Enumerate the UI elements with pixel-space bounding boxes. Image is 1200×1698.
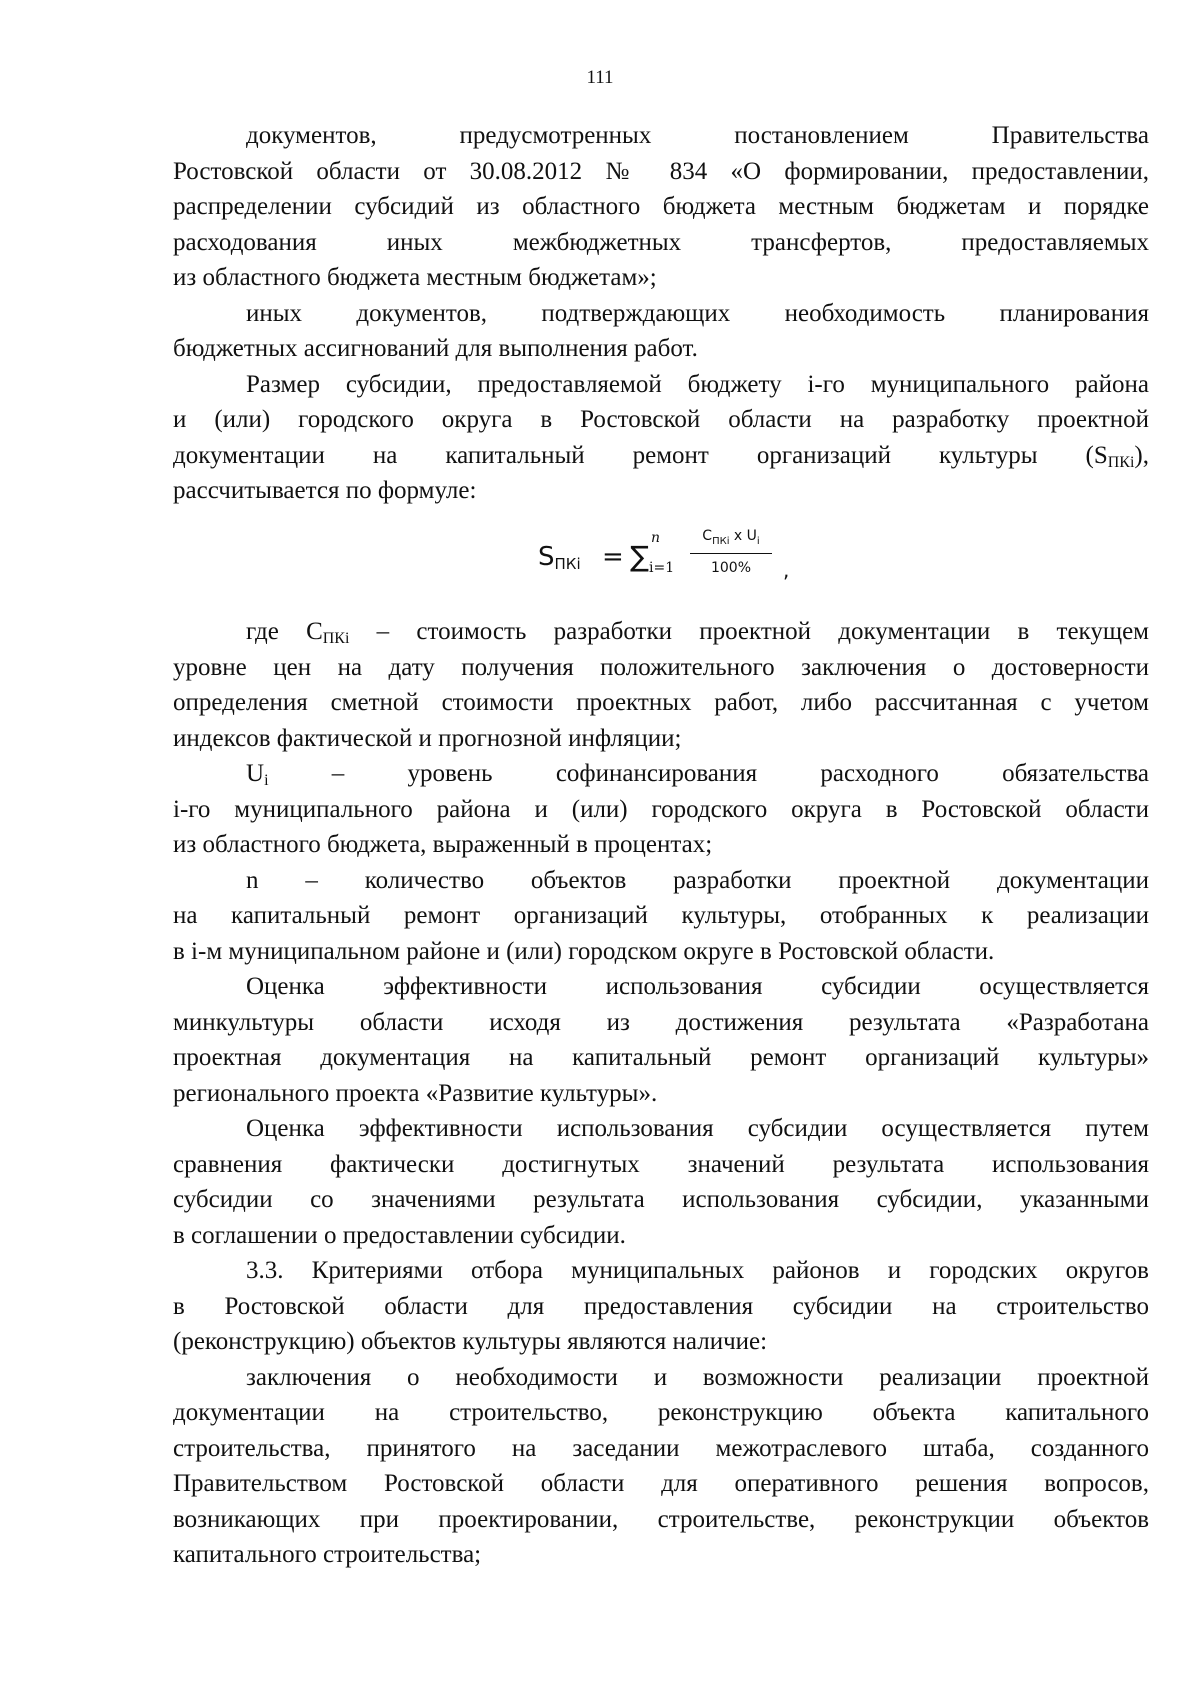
- text-line: документов, предусмотренных постановлением Правительства: [246, 122, 1149, 149]
- text-line: в Ростовской области для предоставления субсидии на строительство: [173, 1292, 1149, 1320]
- text-line: i-го муниципального района и (или) городского округа в Ростовской области: [173, 795, 1149, 823]
- text-line: в соглашении о предоставлении субсидии.: [173, 1221, 626, 1249]
- text-block-top: [173, 118, 1149, 509]
- text-line: капитального строительства;: [173, 1541, 482, 1568]
- text-line: Размер субсидии, предоставляемой бюджету i-го муниципального района: [246, 370, 1149, 398]
- text-line: 3.3. Критериями отбора муниципальных районов и городских округов: [246, 1257, 1149, 1284]
- text-line: на капитальный ремонт организаций культуры, отобранных к реализации: [173, 902, 1149, 929]
- text-fragment: ),: [1134, 441, 1149, 469]
- text-line: рассчитывается по формуле:: [173, 477, 477, 504]
- text-line-cpki: где $С_{ПКi}$ – стоимость разработки проектной документации в текущем: [246, 618, 1149, 647]
- text-line: Оценка эффективности использования субсидии осуществляется: [246, 973, 1149, 1000]
- fraction-numerator: $C_{ПКi}$ x $U_i$: [702, 528, 760, 547]
- text-fragment: документации на капитальный ремонт организаций культуры (S: [173, 441, 1108, 469]
- text-line: из областного бюджета местным бюджетам»;: [173, 264, 657, 291]
- text-line: уровне цен на дату получения положительного заключения о достоверности: [173, 653, 1149, 681]
- text-line: возникающих при проектировании, строительстве, реконструкции объектов: [173, 1505, 1149, 1533]
- text-line: регионального проекта «Развитие культуры».: [173, 1079, 658, 1107]
- text-line: и (или) городского округа в Ростовской области на разработку проектной: [173, 406, 1149, 433]
- text-line: Оценка эффективности использования субсидии осуществляется путем: [246, 1115, 1149, 1142]
- sum-upper-limit: n: [651, 530, 661, 546]
- text-line: минкультуры области исходя из достижения результата «Разработана: [173, 1008, 1149, 1036]
- formula-lhs: $S_{ПКi}$: [538, 542, 581, 573]
- text-line: индексов фактической и прогнозной инфляции;: [173, 724, 682, 752]
- text-line-spki: [173, 438, 1149, 474]
- text-line: в i-м муниципальном районе и (или) городском округе в Ростовской области.: [173, 937, 995, 965]
- text-line: Ростовской области от 30.08.2012 № 834 «О формировании, предоставлении,: [173, 157, 1149, 185]
- text-line: бюджетных ассигнований для выполнения работ.: [173, 335, 698, 362]
- text-line: иных документов, подтверждающих необходимость планирования: [246, 299, 1149, 327]
- text-line: субсидии со значениями результата использования субсидии, указанными: [173, 1186, 1149, 1213]
- text-line: проектная документация на капитальный ремонт организаций культуры»: [173, 1044, 1149, 1071]
- text-line: документации на строительство, реконструкцию объекта капитального: [173, 1399, 1149, 1426]
- text-line: Правительством Ростовской области для оперативного решения вопросов,: [173, 1470, 1149, 1497]
- text-line: распределении субсидий из областного бюджета местным бюджетам и порядке: [173, 193, 1149, 220]
- text-line: n – количество объектов разработки проектной документации: [246, 866, 1149, 894]
- text-line: строительства, принятого на заседании межотраслевого штаба, созданного: [173, 1434, 1149, 1462]
- page-number: 111: [586, 67, 614, 88]
- text-line: заключения о необходимости и возможности реализации проектной: [246, 1363, 1149, 1391]
- sum-lower-limit: i=1: [649, 560, 675, 576]
- formula: [538, 528, 798, 598]
- fraction-denominator: 100%: [710, 560, 752, 576]
- text-line-ui: $U_i$ – уровень софинансирования расходного обязательства: [246, 760, 1149, 789]
- formula-equals: =: [602, 542, 624, 572]
- sum-symbol: ∑: [630, 540, 649, 573]
- text-line: сравнения фактически достигнутых значений результата использования: [173, 1150, 1149, 1178]
- subscript: ПКi: [1107, 453, 1135, 471]
- text-line: из областного бюджета, выраженный в процентах;: [173, 831, 713, 858]
- text-line: (реконструкцию) объектов культуры являются наличие:: [173, 1328, 768, 1355]
- formula-trailing-comma: ,: [783, 558, 790, 582]
- subscript: i: [264, 772, 269, 789]
- fraction-bar: [690, 553, 772, 554]
- text-block-bottom: [173, 614, 1149, 1573]
- text-line: определения сметной стоимости проектных работ, либо рассчитанная с учетом: [173, 689, 1149, 716]
- subscript: ПКi: [322, 630, 350, 647]
- text-line: расходования иных межбюджетных трансфертов, предоставляемых: [173, 228, 1149, 256]
